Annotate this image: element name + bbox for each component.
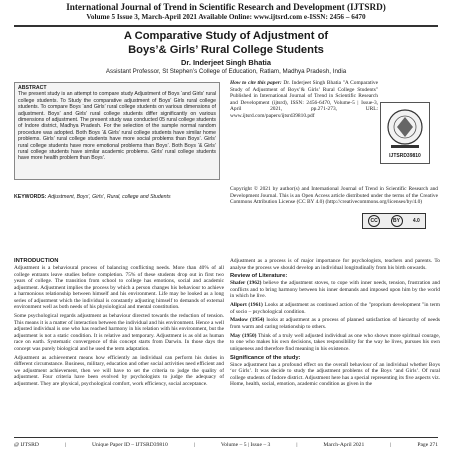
allport-text: Looks at adjustment as continued action of the "proprium development "in term of socio – psychological condition. [230, 302, 440, 315]
cc-version: 4.0 [412, 217, 420, 224]
abstract-box [14, 82, 220, 180]
shafer-text: believe the adjustment stoves, to cope with inner needs, tension, frustration and conflicts and to bring harmony between his inner demands and imposed upon him by the world in which he live. [230, 280, 440, 300]
journal-subtitle: Volume 5 Issue 3, March-April 2021 Available Online: www.ijtsrd.com e-ISSN: 2456 – 6470 [86, 13, 366, 21]
footer-date: March-April 2021 [323, 442, 365, 448]
keywords [14, 194, 220, 200]
keywords-text: Adjustment, Boys’, Girls’, Rural, college and Students [47, 194, 171, 200]
logo-paper-id: IJTSRD39810 [389, 153, 421, 159]
may-text: Think of a truly well adjusted individual as one who shows more spiritual courage, to one who makes his own decisions, takes responsibility for the way he lives, pursues his own uniqueness and therefore find meaning in his existence. [230, 332, 440, 352]
cc-icon: CC [368, 215, 380, 227]
intro-paragraph-1: Adjustment is a behavioural process of balancing conflicting needs. More than 40% of all college entrants leave studies before completion. 75% of these students drop out in first two years of college. The transition from school to college has emotions, social and academic adjustment. Adjustment implies the process by which a person changes his behaviour to achieve a harmonious relationship between himself and his environment. Life may be looked as a long series of adjustment which the individual is constantly adjusting himself to demands of external environment well as both needs of his physiological and mental constitution. [14, 265, 224, 311]
journal-title: International Journal of Trend in Scientific Research and Development (IJTSRD) [66, 2, 386, 12]
page-footer [14, 440, 438, 450]
copyright-notice [230, 186, 438, 260]
header-rule [14, 25, 438, 27]
intro-paragraph-2: Some psychological regards adjustment as behaviour directed towards the reduction of tension. This means it is a matter of interaction between the individual and his environment. Hence a well adjusted individual is one who has reached harmony in his relation with his environment, but the adjustment is not a static condition. It is relative and temporary. Adjustment is as old as human race on earth. Systematic convergence of this concept starts from Darwin. In those days the concept was purely biological and he used the term adaptation. [14, 313, 224, 352]
review-maslow [230, 317, 440, 330]
journal-logo-icon [385, 107, 425, 151]
by-icon: BY [391, 215, 403, 227]
citation-text-block [230, 80, 378, 120]
maslow-ref: Maslow (1954) [230, 317, 265, 324]
abstract-heading: ABSTRACT [18, 85, 47, 91]
author-name: Dr. Inderjeet Singh Bhatia [181, 58, 271, 67]
significance-heading: Significance of the study: [230, 354, 301, 361]
paper-title-line2: Boys’& Girls’ Rural College Students [128, 43, 324, 56]
journal-logo [380, 102, 430, 164]
author-affiliation: Assistant Professor, St Stephen’s College of Education, Ratlam, Madhya Pradesh, India [105, 68, 347, 75]
may-ref: May (1950) [230, 332, 257, 339]
introduction-heading: INTRODUCTION [14, 258, 59, 264]
maslow-text: looks at adjustment as a process of planned satisfaction of hierarchy of needs from warm and caring relationship to others. [230, 317, 440, 330]
footer-sep-2: | [193, 442, 195, 448]
body-right-column [230, 258, 440, 434]
significance-paragraph: Since adjustment has a profound effect on the overall behaviour of an individual whether Boys ‘or Girls’. It was decide to study the adjustment problems of the Boys ‘and Girls’. Of rural college students of Indore district. Adjustment here has a special representing its five aspects viz. Home, health, social, emotion, academic condition as given in the [230, 361, 440, 388]
footer-sep-3: | [296, 442, 298, 448]
shafer-ref: Shafer (1962) [230, 280, 262, 287]
body-left-column [14, 258, 224, 434]
citation-box [230, 80, 438, 184]
footer-journal: @ IJTSRD [14, 442, 39, 448]
paper-title [60, 30, 392, 57]
review-heading: Review of Literature: [230, 273, 288, 280]
abstract-text: The present study is an attempt to compare study Adjustment of Boys ‘and Girls’ rural college students. To Study the comparative adjustment of Boys’ Girls rural college students. To compare Boys ‘and Girls’ rural college students on various dimensions of adjustment. Boys’ and Girls’ rural college students differ significantly on various dimensions of adjustment. The present study was conducted 05 rural college students of Indore district, Madhya Pradesh. For the selection of the sample normal random procedure was adopted. Both Boys ‘& Girls’ rural college students have similar home problems. Girls’ rural college students have more social problems than Boys’. Girls’ rural college students have more emotional problems than Boys’. Both Boys ‘& Girls’ rural college students have similar academic problems. Girls’ rural college students have more health problem than Boys’. [18, 91, 216, 162]
keywords-label: KEYWORDS: [14, 194, 47, 200]
right-paragraph-1: Adjustment as a process is of major importance for psychologists, teachers and parents. To analyse the process we should develop an individual longitudinally from his birth onwards. [230, 258, 440, 271]
allport-ref: Allport (1961) [230, 302, 263, 309]
paper-title-line1: A Comparative Study of Adjustment of [123, 30, 329, 42]
review-may [230, 333, 440, 353]
footer-paper-id: Unique Paper ID – IJTSRD39810 [91, 442, 168, 448]
footer-sep-1: | [64, 442, 66, 448]
citation-text: Dr. Inderjeet Singh Bhatia "A Comparative Study of Adjustment of Boys’& Girls’ Rural College Students" Published in International Journal of Trend in Scientific Research and Development (ijtsrd), ISSN: 2456-6470, Volume-5 | Issue-3, April 2021, pp.271-273, URL: www.ijtsrd.com/papers/ijtsrd39810.pdf [230, 80, 379, 119]
copyright-text: Copyright © 2021 by author(s) and International Journal of Trend in Scientific Research and Development Journal. This is an Open Access article distributed under the terms of the Creative Commons Attribution License (CC BY 4.0) (http://creativecommons.org/licenses/by/4.0) [230, 186, 438, 206]
review-shafer [230, 280, 440, 300]
citation-lead: How to cite this paper: [230, 80, 282, 86]
intro-paragraph-3: Adjustment as achievement means how efficiently an individual can perform his duties in different circumstance. Business, military, education and other social activities need efficient and we adjustment achievement, then we will have to set the criteria to judge the quality of adjustment. Four criteria have been evolved by psychologists to judge the adequacy of adjustment. They are physical, psychological comfort, work efficiency, social acceptance. [14, 354, 224, 387]
footer-rule [14, 437, 438, 438]
footer-page: Page 271 [417, 442, 438, 448]
footer-sep-4: | [390, 442, 392, 448]
cc-license-badge[interactable] [362, 213, 426, 229]
review-allport [230, 302, 440, 315]
footer-volume: Volume – 5 | Issue – 3 [220, 442, 271, 448]
